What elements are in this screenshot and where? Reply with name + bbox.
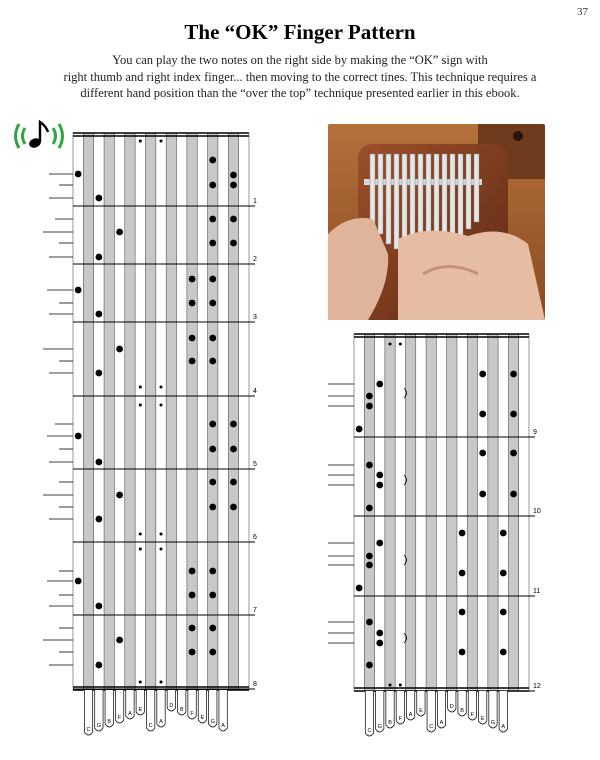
tine-label: B bbox=[460, 708, 464, 714]
page-title: The “OK” Finger Pattern bbox=[184, 20, 416, 44]
note-dot bbox=[356, 585, 363, 592]
note-dot bbox=[95, 254, 102, 261]
note-dot bbox=[459, 570, 466, 577]
note-dot bbox=[209, 216, 216, 223]
note-dot bbox=[75, 578, 82, 585]
measure-number: 3 bbox=[253, 314, 257, 321]
tine-label: A bbox=[501, 724, 506, 730]
tine-column bbox=[83, 133, 93, 690]
measure-number: 7 bbox=[253, 607, 257, 614]
tine-label: F bbox=[117, 715, 122, 721]
note-dot bbox=[189, 649, 196, 656]
tine-label: G bbox=[490, 720, 496, 726]
measure-number: 6 bbox=[253, 534, 257, 541]
measure-number: 8 bbox=[253, 681, 257, 688]
tine-label: F bbox=[190, 711, 194, 717]
note-dot bbox=[209, 182, 216, 189]
note-dot bbox=[366, 662, 373, 669]
note-dot bbox=[95, 516, 102, 523]
tine-label: F bbox=[398, 716, 403, 722]
tine-column bbox=[364, 334, 374, 691]
note-dot bbox=[230, 240, 237, 247]
note-dot bbox=[500, 530, 507, 537]
measure-number: 12 bbox=[533, 683, 541, 690]
tine-column bbox=[187, 133, 197, 690]
note-dot bbox=[75, 433, 82, 440]
note-dot bbox=[510, 491, 517, 498]
note-dot bbox=[389, 684, 392, 687]
note-dot bbox=[95, 603, 102, 610]
note-dot bbox=[116, 637, 123, 644]
note-dot bbox=[479, 411, 486, 418]
tine-column bbox=[467, 334, 477, 691]
note-dot bbox=[366, 393, 373, 400]
tine-label: B bbox=[179, 707, 184, 713]
intro-line-3: different hand position than the “over the top” technique presented earlier in this ebook. bbox=[80, 86, 520, 100]
note-dot bbox=[95, 662, 102, 669]
note-dot bbox=[479, 371, 486, 378]
note-dot bbox=[376, 472, 383, 479]
note-dot bbox=[189, 592, 196, 599]
tine-column bbox=[426, 334, 436, 691]
note-dot bbox=[366, 553, 373, 560]
tine-label: A bbox=[128, 711, 132, 717]
note-dot bbox=[75, 171, 82, 178]
note-dot bbox=[376, 630, 383, 637]
tine-label: G bbox=[210, 719, 215, 725]
note-dot bbox=[230, 421, 237, 428]
note-dot bbox=[479, 450, 486, 457]
page-number: 37 bbox=[577, 6, 588, 18]
note-dot bbox=[160, 533, 163, 536]
note-dot bbox=[160, 386, 163, 389]
note-dot bbox=[230, 216, 237, 223]
note-dot bbox=[95, 195, 102, 202]
note-dot bbox=[116, 229, 123, 236]
tine-label: F bbox=[470, 712, 475, 718]
measure-number: 5 bbox=[253, 461, 257, 468]
tine-label: G bbox=[96, 723, 102, 729]
note-dot bbox=[510, 371, 517, 378]
tine-label: A bbox=[439, 720, 444, 726]
note-dot bbox=[160, 548, 163, 551]
note-dot bbox=[366, 505, 373, 512]
tine-label: E bbox=[480, 716, 485, 722]
tine-label: D bbox=[449, 704, 454, 710]
tine-label: B bbox=[388, 720, 392, 726]
note-dot bbox=[510, 411, 517, 418]
note-dot bbox=[116, 346, 123, 353]
note-dot bbox=[230, 182, 237, 189]
note-dot bbox=[376, 540, 383, 547]
note-dot bbox=[209, 358, 216, 365]
note-dot bbox=[160, 140, 163, 143]
note-dot bbox=[189, 625, 196, 632]
tine-column bbox=[447, 334, 457, 691]
measure-number: 9 bbox=[533, 429, 537, 436]
note-dot bbox=[139, 140, 142, 143]
tine-label: C bbox=[86, 727, 91, 733]
note-dot bbox=[230, 446, 237, 453]
note-dot bbox=[376, 640, 383, 647]
tine-label: A bbox=[221, 723, 225, 729]
note-dot bbox=[189, 335, 196, 342]
tine-label: B bbox=[107, 719, 112, 725]
note-dot bbox=[160, 404, 163, 407]
note-dot bbox=[479, 491, 486, 498]
note-dot bbox=[399, 343, 402, 346]
note-dot bbox=[500, 609, 507, 616]
note-dot bbox=[139, 386, 142, 389]
note-dot bbox=[160, 681, 163, 684]
tine-label: E bbox=[419, 708, 423, 714]
tine-column bbox=[104, 133, 114, 690]
tine-label: C bbox=[367, 728, 372, 734]
tine-label: G bbox=[377, 724, 382, 730]
note-dot bbox=[366, 619, 373, 626]
note-dot bbox=[189, 358, 196, 365]
note-dot bbox=[209, 240, 216, 247]
note-dot bbox=[95, 311, 102, 318]
note-dot bbox=[95, 370, 102, 377]
measure-number: 11 bbox=[533, 588, 541, 595]
note-dot bbox=[189, 300, 196, 307]
tine-column bbox=[166, 133, 176, 690]
tine-column bbox=[385, 334, 395, 691]
note-dot bbox=[75, 287, 82, 294]
tine-label: E bbox=[138, 707, 143, 713]
note-dot bbox=[356, 426, 363, 433]
note-dot bbox=[209, 157, 216, 164]
note-dot bbox=[510, 450, 517, 457]
note-dot bbox=[230, 172, 237, 179]
note-dot bbox=[376, 381, 383, 388]
intro-line-2: right thumb and right index finger... then moving to the correct tines. This technique requires a bbox=[63, 69, 537, 84]
note-dot bbox=[139, 404, 142, 407]
note-dot bbox=[500, 570, 507, 577]
tine-label: D bbox=[169, 703, 174, 709]
tine-label: A bbox=[408, 712, 413, 718]
tine-column bbox=[125, 133, 135, 690]
note-dot bbox=[366, 462, 373, 469]
tine-column bbox=[508, 334, 518, 691]
note-dot bbox=[376, 482, 383, 489]
note-dot bbox=[209, 592, 216, 599]
tine-label: C bbox=[429, 724, 434, 730]
intro-line-1: You can play the two notes on the right side by making the “OK” sign with bbox=[112, 53, 488, 67]
tine-label: A bbox=[159, 719, 163, 725]
measure-number: 10 bbox=[533, 508, 541, 515]
note-dot bbox=[209, 421, 216, 428]
note-dot bbox=[459, 609, 466, 616]
note-dot bbox=[399, 684, 402, 687]
note-dot bbox=[366, 562, 373, 569]
note-dot bbox=[209, 479, 216, 486]
note-dot bbox=[500, 649, 507, 656]
note-dot bbox=[209, 568, 216, 575]
tine-label: E bbox=[200, 715, 205, 721]
tine-column bbox=[405, 334, 415, 691]
note-dot bbox=[189, 276, 196, 283]
note-dot bbox=[459, 649, 466, 656]
note-dot bbox=[209, 446, 216, 453]
note-dot bbox=[209, 625, 216, 632]
note-dot bbox=[209, 649, 216, 656]
note-dot bbox=[189, 568, 196, 575]
tine-column bbox=[488, 334, 498, 691]
note-dot bbox=[389, 343, 392, 346]
measure-number: 2 bbox=[253, 256, 257, 263]
note-dot bbox=[139, 681, 142, 684]
note-dot bbox=[230, 504, 237, 511]
note-dot bbox=[139, 548, 142, 551]
measure-number: 4 bbox=[253, 388, 257, 395]
note-dot bbox=[209, 335, 216, 342]
note-dot bbox=[366, 403, 373, 410]
note-dot bbox=[459, 530, 466, 537]
note-dot bbox=[209, 300, 216, 307]
note-dot bbox=[230, 479, 237, 486]
note-dot bbox=[95, 459, 102, 466]
note-dot bbox=[209, 504, 216, 511]
tine-label: C bbox=[148, 723, 153, 729]
measure-number: 1 bbox=[253, 198, 257, 205]
note-dot bbox=[116, 492, 123, 499]
note-dot bbox=[139, 533, 142, 536]
note-dot bbox=[209, 276, 216, 283]
tine-column bbox=[145, 133, 155, 690]
